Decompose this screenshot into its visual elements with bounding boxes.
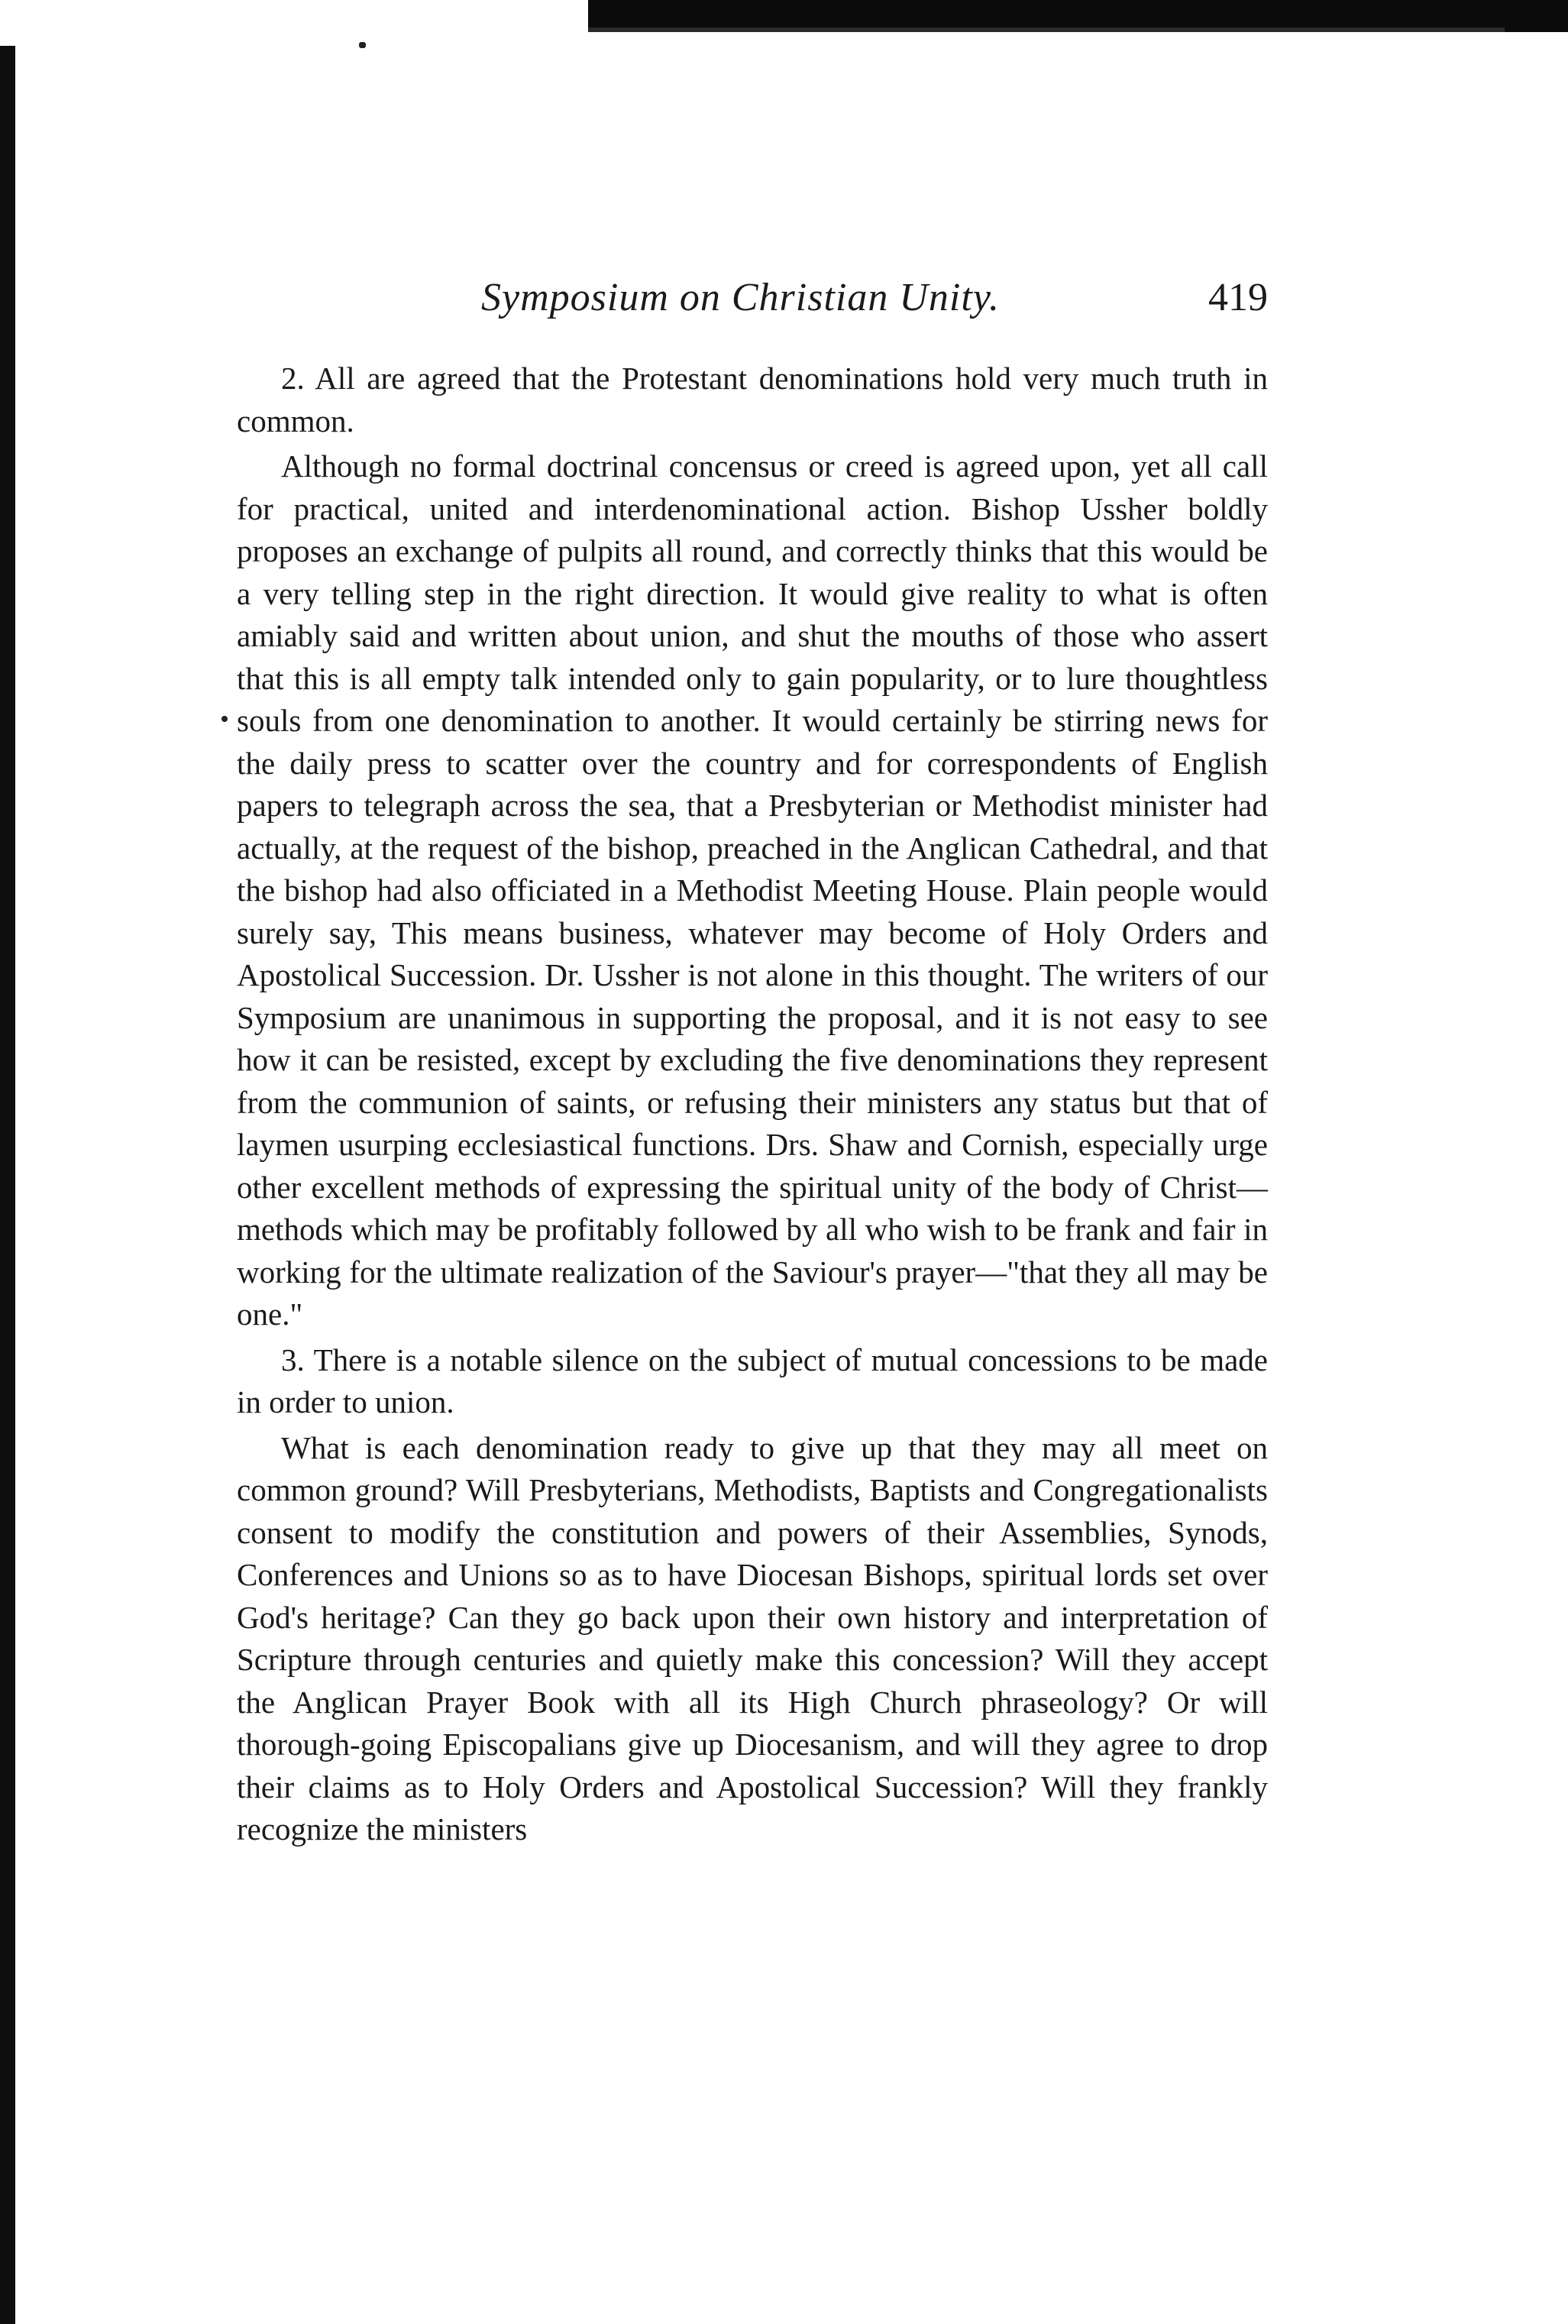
page-number: 419 [1208,276,1268,319]
paragraph: 3. There is a notable silence on the subject of mutual concessions to be made in order to union. [237,1342,1268,1419]
paragraph: What is each denomination ready to give up that they may all meet on common ground? Will Presbyterians, Methodists, Baptists and Congregationalists consent to modify the constitution and powers of their Assemblies, Synods, Conferences and Unions so as to have Diocesan Bishops, spiritual lords set over God's heritage? Can they go back upon their own history and interpretation of Scripture through centuries and quietly make this concession? Will they accept the Anglican Prayer Book with all its High Church phraseology? Or will thorough-going Episcopalians give up Diocesanism, and will they agree to drop their claims as to Holy Orders and Apostolical Succession? Will they frankly recognize the ministers [237,1429,1268,1847]
page [237,275,1268,1854]
running-head [237,275,1268,351]
left-scan-edge [0,46,15,2324]
running-title: Symposium on Christian Unity. [481,276,1001,319]
scan-speck [359,42,366,48]
body-text [237,358,1268,1851]
top-scan-edge-line [588,28,1505,32]
paragraph: 2. All are agreed that the Protestant denominations hold very much truth in common. [237,361,1268,439]
scan-speck [221,716,228,722]
paragraph: Although no formal doctrinal concensus or creed is agreed upon, yet all call for practical, united and interdenominational action. Bishop Ussher boldly proposes an exchange of pulpits all round, and correctly thinks that this would be a very telling step in the right direction. It would give reality to what is often amiably said and written about union, and shut the mouths of those who assert that this is all empty talk intended only to gain popularity, or to lure thoughtless souls from one denomination to another. It would certainly be stirring news for the daily press to scatter over the country and for correspondents of English papers to telegraph across the sea, that a Presbyterian or Methodist minister had actually, at the request of the bishop, preached in the Anglican Cathedral, and that the bishop had also officiated in a Methodist Meeting House. Plain people would surely say, This means business, whatever may become of Holy Orders and Apostolical Succession. Dr. Ussher is not alone in this thought. The writers of our Symposium are unanimous in supporting the proposal, and it is not easy to see how it can be resisted, except by excluding the five denominations they represent from the communion of saints, or refusing their ministers any status but that of laymen usurping ecclesiastical functions. Drs. Shaw and Cornish, especially urge other excellent methods of expressing the spiritual unity of the body of Christ—methods which may be profitably followed by all who wish to be frank and fair in working for the ultimate realization of the Saviour's prayer—"that they all may be one." [237,448,1268,1332]
